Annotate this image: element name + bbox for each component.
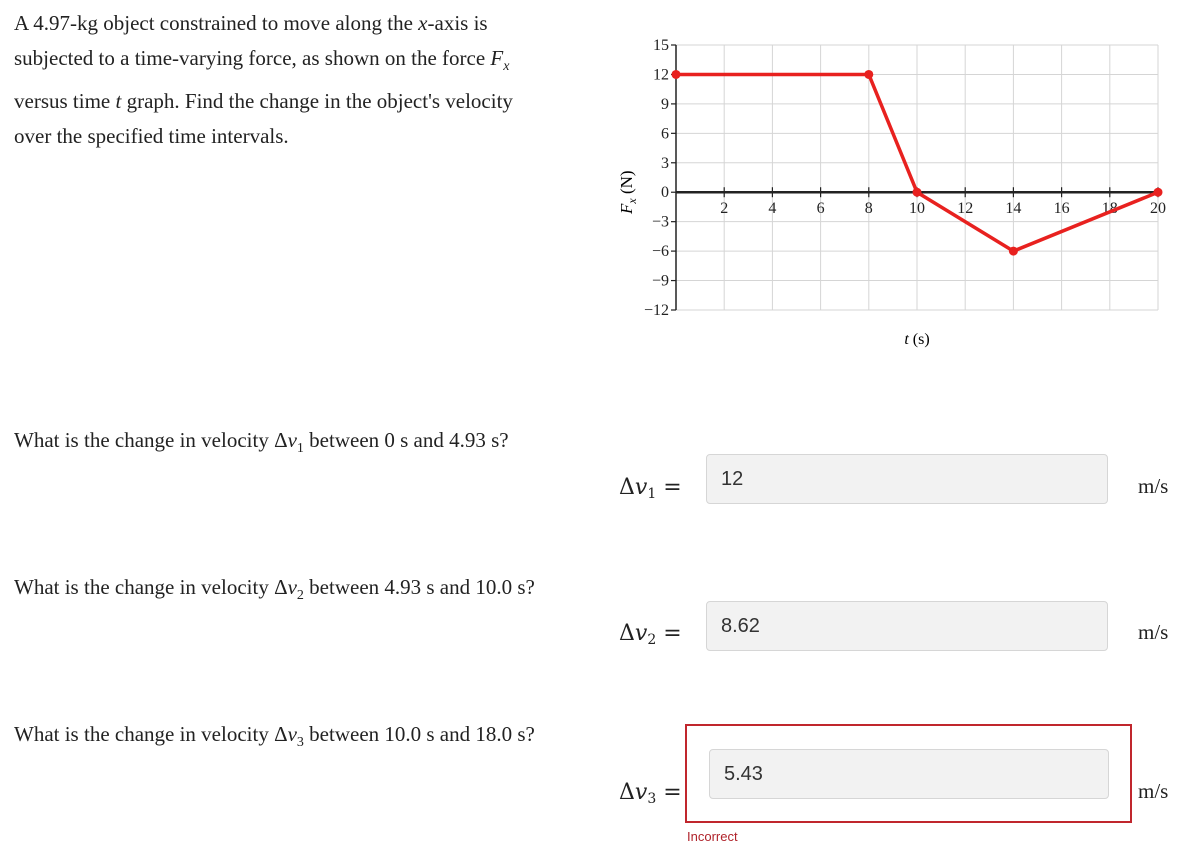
y-tick-label: 0 (661, 184, 669, 202)
question-1-text: What is the change in velocity Δ (14, 428, 288, 452)
delta-v3-label (619, 779, 682, 813)
y-tick-label: −3 (651, 213, 669, 231)
problem-text-1b: x (418, 11, 428, 35)
velocity-symbol: v (634, 780, 648, 805)
delta-v3-input[interactable] (709, 749, 1109, 799)
problem-text-3c: graph. Find the change in the object's velocity (121, 89, 513, 114)
delta-v2-unit: m/s (1138, 620, 1169, 644)
y-tick-label: 15 (653, 37, 669, 54)
problem-text-2c: x (503, 58, 510, 74)
delta-symbol: Δ (619, 621, 635, 646)
chart-svg (600, 28, 1180, 358)
question-3-text-end: between 10.0 s and 18.0 s? (303, 722, 535, 746)
y-tick-label: 3 (661, 154, 669, 172)
data-point (913, 188, 922, 197)
data-point (1154, 188, 1163, 197)
data-point (1009, 247, 1018, 256)
delta-v2-input[interactable] (706, 601, 1108, 651)
problem-text-1a: A 4.97-kg object constrained to move along the (14, 11, 419, 35)
question-2-sub: 2 (296, 588, 304, 604)
y-axis-subscript: x (625, 198, 639, 204)
x-axis-unit: (s) (908, 331, 930, 348)
x-tick-label: 4 (768, 200, 777, 218)
equals-sign: = (656, 780, 682, 805)
y-axis-label (617, 170, 639, 215)
question-2-var: v (287, 575, 297, 599)
x-tick-label: 18 (1101, 200, 1118, 218)
x-tick-label: 12 (957, 200, 974, 218)
velocity-symbol: v (634, 621, 648, 646)
problem-text-2a: subjected to a time-varying force, as shown on the force (14, 45, 491, 70)
question-1-var: v (287, 428, 297, 452)
x-tick-label: 10 (909, 200, 925, 218)
question-3 (14, 720, 535, 757)
question-3-sub: 3 (296, 735, 304, 751)
delta-v3-unit: m/s (1138, 779, 1169, 803)
problem-text-4: over the specified time intervals. (14, 123, 289, 148)
problem-text-3a: versus time (14, 89, 116, 114)
y-tick-label: 9 (661, 95, 669, 113)
problem-text-2b: F (490, 45, 504, 70)
force-time-chart (600, 28, 1180, 363)
problem-text-1c: -axis is (427, 11, 488, 35)
equals-sign: = (656, 621, 682, 646)
question-1-sub: 1 (296, 441, 304, 457)
question-2 (14, 573, 535, 610)
y-tick-label: −6 (651, 243, 669, 261)
question-3-text: What is the change in velocity Δ (14, 722, 288, 746)
question-2-text: What is the change in velocity Δ (14, 575, 288, 599)
y-tick-label: 6 (661, 125, 669, 143)
data-point (672, 70, 681, 79)
delta-symbol: Δ (619, 475, 635, 500)
x-tick-label: 8 (864, 200, 873, 218)
equals-sign: = (656, 475, 682, 500)
delta-v1-unit: m/s (1138, 474, 1169, 498)
problem-text-3b: t (115, 89, 122, 114)
delta-v2-label (619, 620, 682, 654)
subscript: 1 (647, 486, 657, 502)
x-tick-label: 20 (1150, 200, 1166, 218)
x-tick-label: 2 (720, 200, 729, 218)
subscript: 3 (647, 791, 657, 807)
question-3-var: v (287, 722, 297, 746)
question-2-text-end: between 4.93 s and 10.0 s? (303, 575, 535, 599)
y-tick-label: −12 (643, 302, 669, 319)
chart-grid (676, 45, 1158, 310)
x-tick-label: 14 (1005, 200, 1022, 218)
delta-symbol: Δ (619, 780, 635, 805)
subscript: 2 (647, 632, 657, 648)
feedback-incorrect: Incorrect (687, 829, 738, 844)
problem-statement (14, 6, 574, 153)
x-axis-label: t (s) (904, 331, 930, 348)
delta-v1-label (619, 474, 682, 508)
chart-ticks (644, 37, 1166, 319)
y-tick-label: −9 (651, 272, 669, 290)
question-1 (14, 426, 509, 463)
data-point (864, 70, 873, 79)
delta-v1-input[interactable] (706, 454, 1108, 504)
velocity-symbol: v (634, 475, 648, 500)
y-axis-symbol: F (617, 203, 636, 215)
x-tick-label: 6 (816, 200, 825, 218)
x-tick-label: 16 (1053, 200, 1070, 218)
y-tick-label: 12 (653, 66, 669, 84)
question-1-text-end: between 0 s and 4.93 s? (303, 428, 509, 452)
y-axis-unit: (N) (617, 170, 636, 199)
